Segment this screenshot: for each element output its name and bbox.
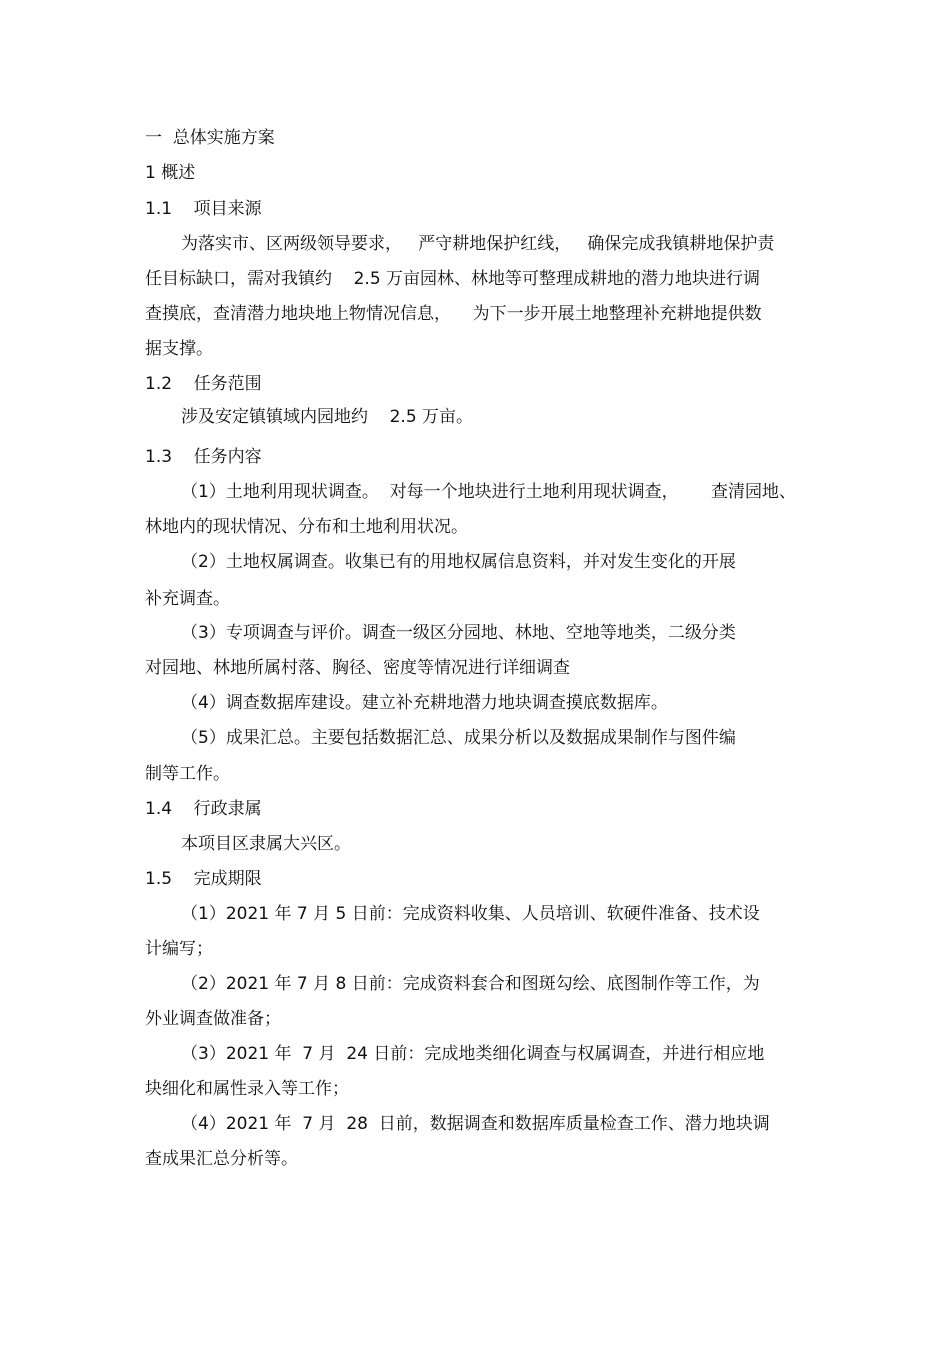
paragraph-line: 任目标缺口，需对我镇约 2.5 万亩园林、林地等可整理成耕地的潜力地块进行调	[145, 269, 761, 289]
paragraph-line: （1）土地利用现状调查。 对每一个地块进行土地利用现状调查， 查清园地、	[181, 482, 797, 502]
heading-1-1: 1.1 项目来源	[145, 199, 262, 219]
paragraph-line: 补充调查。	[145, 589, 230, 609]
paragraph-line: （2）2021 年 7 月 8 日前：完成资料套合和图斑勾绘、底图制作等工作，为	[181, 974, 760, 994]
paragraph-line: 查成果汇总分析等。	[145, 1149, 298, 1169]
paragraph-line: 据支撑。	[145, 339, 213, 359]
paragraph-line: （5）成果汇总。主要包括数据汇总、成果分析以及数据成果制作与图件编	[181, 728, 736, 748]
paragraph-line: 林地内的现状情况、分布和土地利用状况。	[145, 517, 468, 537]
heading-1-2: 1.2 任务范围	[145, 374, 262, 394]
paragraph-line: （3）2021 年 7 月 24 日前：完成地类细化调查与权属调查，并进行相应地	[181, 1044, 765, 1064]
heading-1-5: 1.5 完成期限	[145, 869, 262, 889]
heading-1-4: 1.4 行政隶属	[145, 799, 262, 819]
paragraph-line: 为落实市、区两级领导要求， 严守耕地保护红线， 确保完成我镇耕地保护责	[181, 234, 775, 254]
paragraph-line: 查摸底，查清潜力地块地上物情况信息， 为下一步开展土地整理补充耕地提供数	[145, 304, 762, 324]
paragraph-line: （4）调查数据库建设。建立补充耕地潜力地块调查摸底数据库。	[181, 693, 668, 713]
paragraph-line: （2）土地权属调查。收集已有的用地权属信息资料，并对发生变化的开展	[181, 552, 736, 572]
overview-heading: 1 概述	[145, 163, 196, 183]
paragraph-line: 外业调查做准备；	[145, 1009, 281, 1029]
paragraph-line: 块细化和属性录入等工作；	[145, 1079, 349, 1099]
paragraph-line: 对园地、林地所属村落、胸径、密度等情况进行详细调查	[145, 658, 570, 678]
paragraph-line: 制等工作。	[145, 764, 230, 784]
paragraph-line: （3）专项调查与评价。调查一级区分园地、林地、空地等地类，二级分类	[181, 623, 736, 643]
heading-1-3: 1.3 任务内容	[145, 447, 262, 467]
paragraph-line: 涉及安定镇镇域内园地约 2.5 万亩。	[181, 407, 474, 427]
paragraph-line: 计编写；	[145, 939, 213, 959]
paragraph-line: （1）2021 年 7 月 5 日前：完成资料收集、人员培训、软硬件准备、技术设	[181, 904, 760, 924]
section-title: 一 总体实施方案	[145, 128, 275, 148]
paragraph-line: （4）2021 年 7 月 28 日前，数据调查和数据库质量检查工作、潜力地块调	[181, 1114, 770, 1134]
paragraph-line: 本项目区隶属大兴区。	[181, 834, 351, 854]
